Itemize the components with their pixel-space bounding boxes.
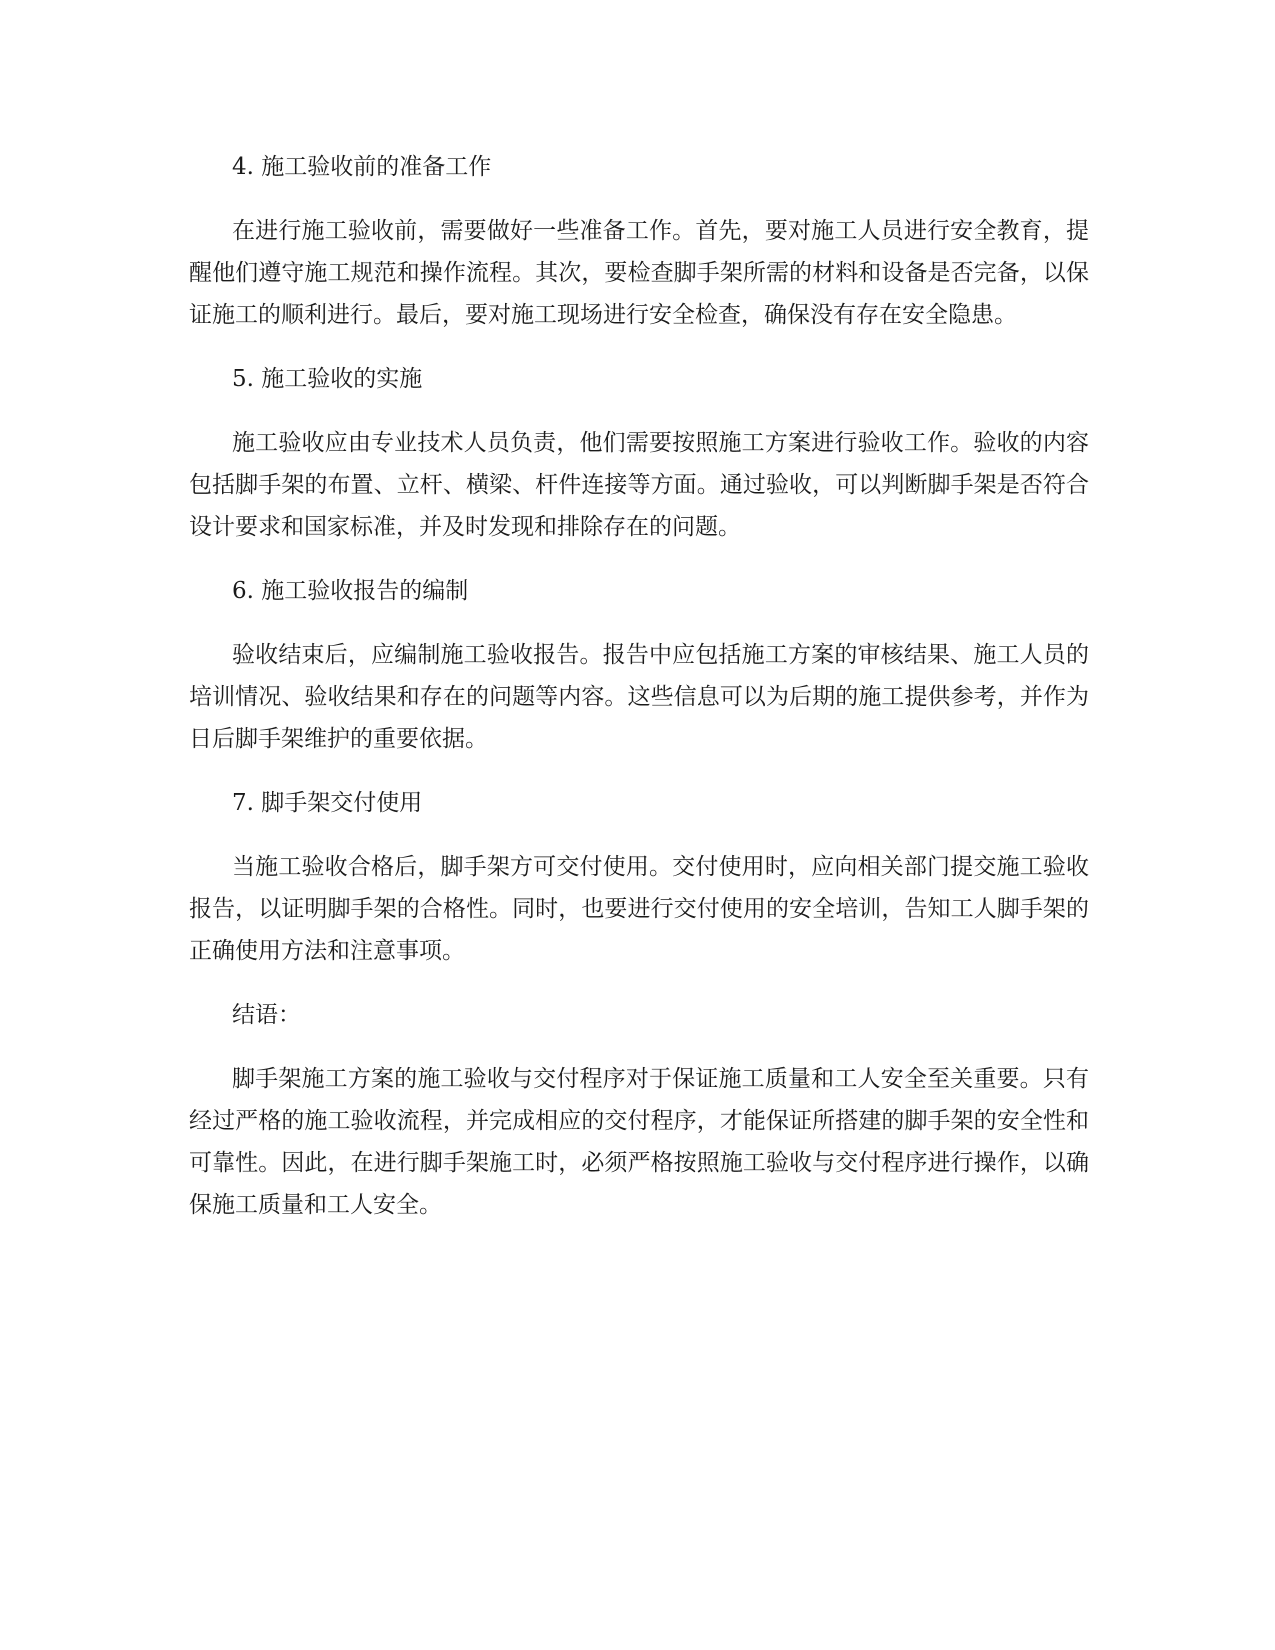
- section-paragraph-7: 当施工验收合格后，脚手架方可交付使用。交付使用时，应向相关部门提交施工验收报告，以证明脚手架的合格性。同时，也要进行交付使用的安全培训，告知工人脚手架的正确使用方法和注意事项。: [189, 854, 1089, 964]
- conclusion-heading: 结语：: [232, 1002, 301, 1028]
- document-body: [189, 146, 1089, 1248]
- section-heading-7: 7. 脚手架交付使用: [232, 790, 423, 816]
- section-heading-4: 4. 施工验收前的准备工作: [232, 154, 492, 180]
- section-heading-6: 6. 施工验收报告的编制: [232, 578, 469, 604]
- section-paragraph-6: 验收结束后，应编制施工验收报告。报告中应包括施工方案的审核结果、施工人员的培训情况、验收结果和存在的问题等内容。这些信息可以为后期的施工提供参考，并作为日后脚手架维护的重要依据。: [189, 642, 1089, 752]
- section-paragraph-5: 施工验收应由专业技术人员负责，他们需要按照施工方案进行验收工作。验收的内容包括脚手架的布置、立杆、横梁、杆件连接等方面。通过验收，可以判断脚手架是否符合设计要求和国家标准，并及时发现和排除存在的问题。: [189, 430, 1089, 540]
- conclusion-paragraph: 脚手架施工方案的施工验收与交付程序对于保证施工质量和工人安全至关重要。只有经过严格的施工验收流程，并完成相应的交付程序，才能保证所搭建的脚手架的安全性和可靠性。因此，在进行脚手架施工时，必须严格按照施工验收与交付程序进行操作，以确保施工质量和工人安全。: [189, 1066, 1089, 1218]
- section-heading-5: 5. 施工验收的实施: [232, 366, 423, 392]
- section-paragraph-4: 在进行施工验收前，需要做好一些准备工作。首先，要对施工人员进行安全教育，提醒他们遵守施工规范和操作流程。其次，要检查脚手架所需的材料和设备是否完备，以保证施工的顺利进行。最后，要对施工现场进行安全检查，确保没有存在安全隐患。: [189, 218, 1089, 328]
